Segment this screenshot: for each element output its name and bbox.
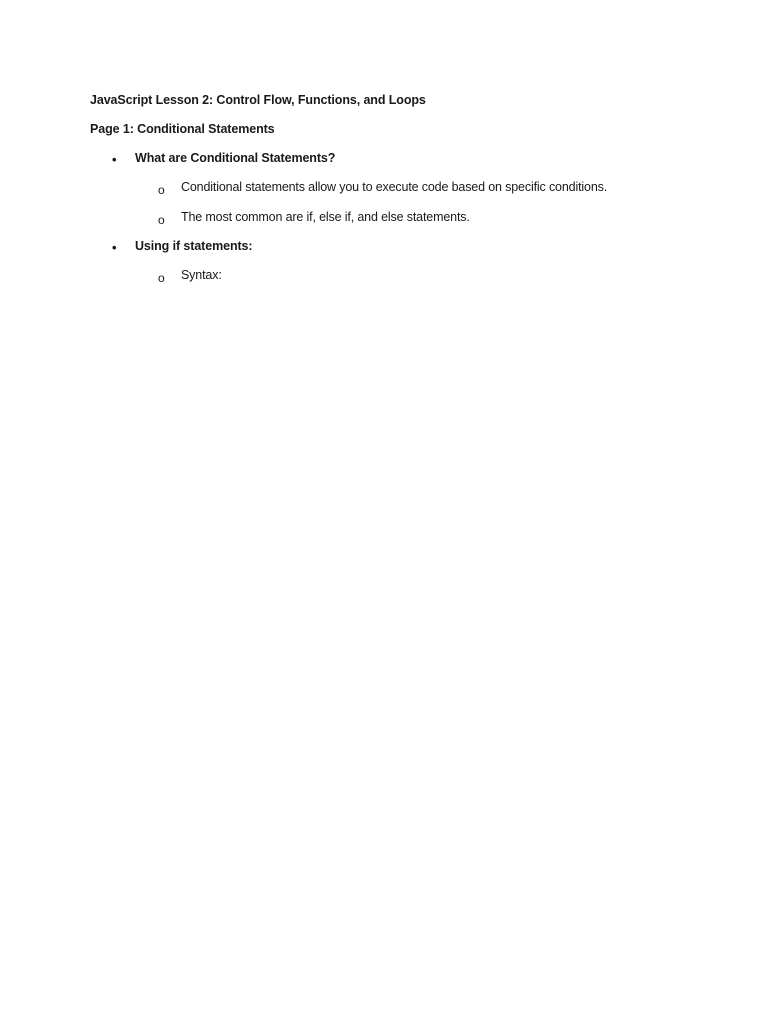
bullet-marker: • <box>112 240 117 255</box>
sub-bullet-marker: o <box>158 183 165 197</box>
document-title: JavaScript Lesson 2: Control Flow, Functions, and Loops <box>90 93 426 107</box>
sub-bullet-marker: o <box>158 213 165 227</box>
sub-item-text: Syntax: <box>181 268 222 282</box>
sub-item-text: The most common are if, else if, and else statements. <box>181 210 470 224</box>
sub-bullet-marker: o <box>158 271 165 285</box>
bullet-label-conditional-statements: What are Conditional Statements? <box>135 151 336 165</box>
bullet-label-using-if-statements: Using if statements: <box>135 239 253 253</box>
section-heading: Page 1: Conditional Statements <box>90 122 275 136</box>
bullet-marker: • <box>112 152 117 167</box>
sub-item-text: Conditional statements allow you to execute code based on specific conditions. <box>181 180 608 194</box>
